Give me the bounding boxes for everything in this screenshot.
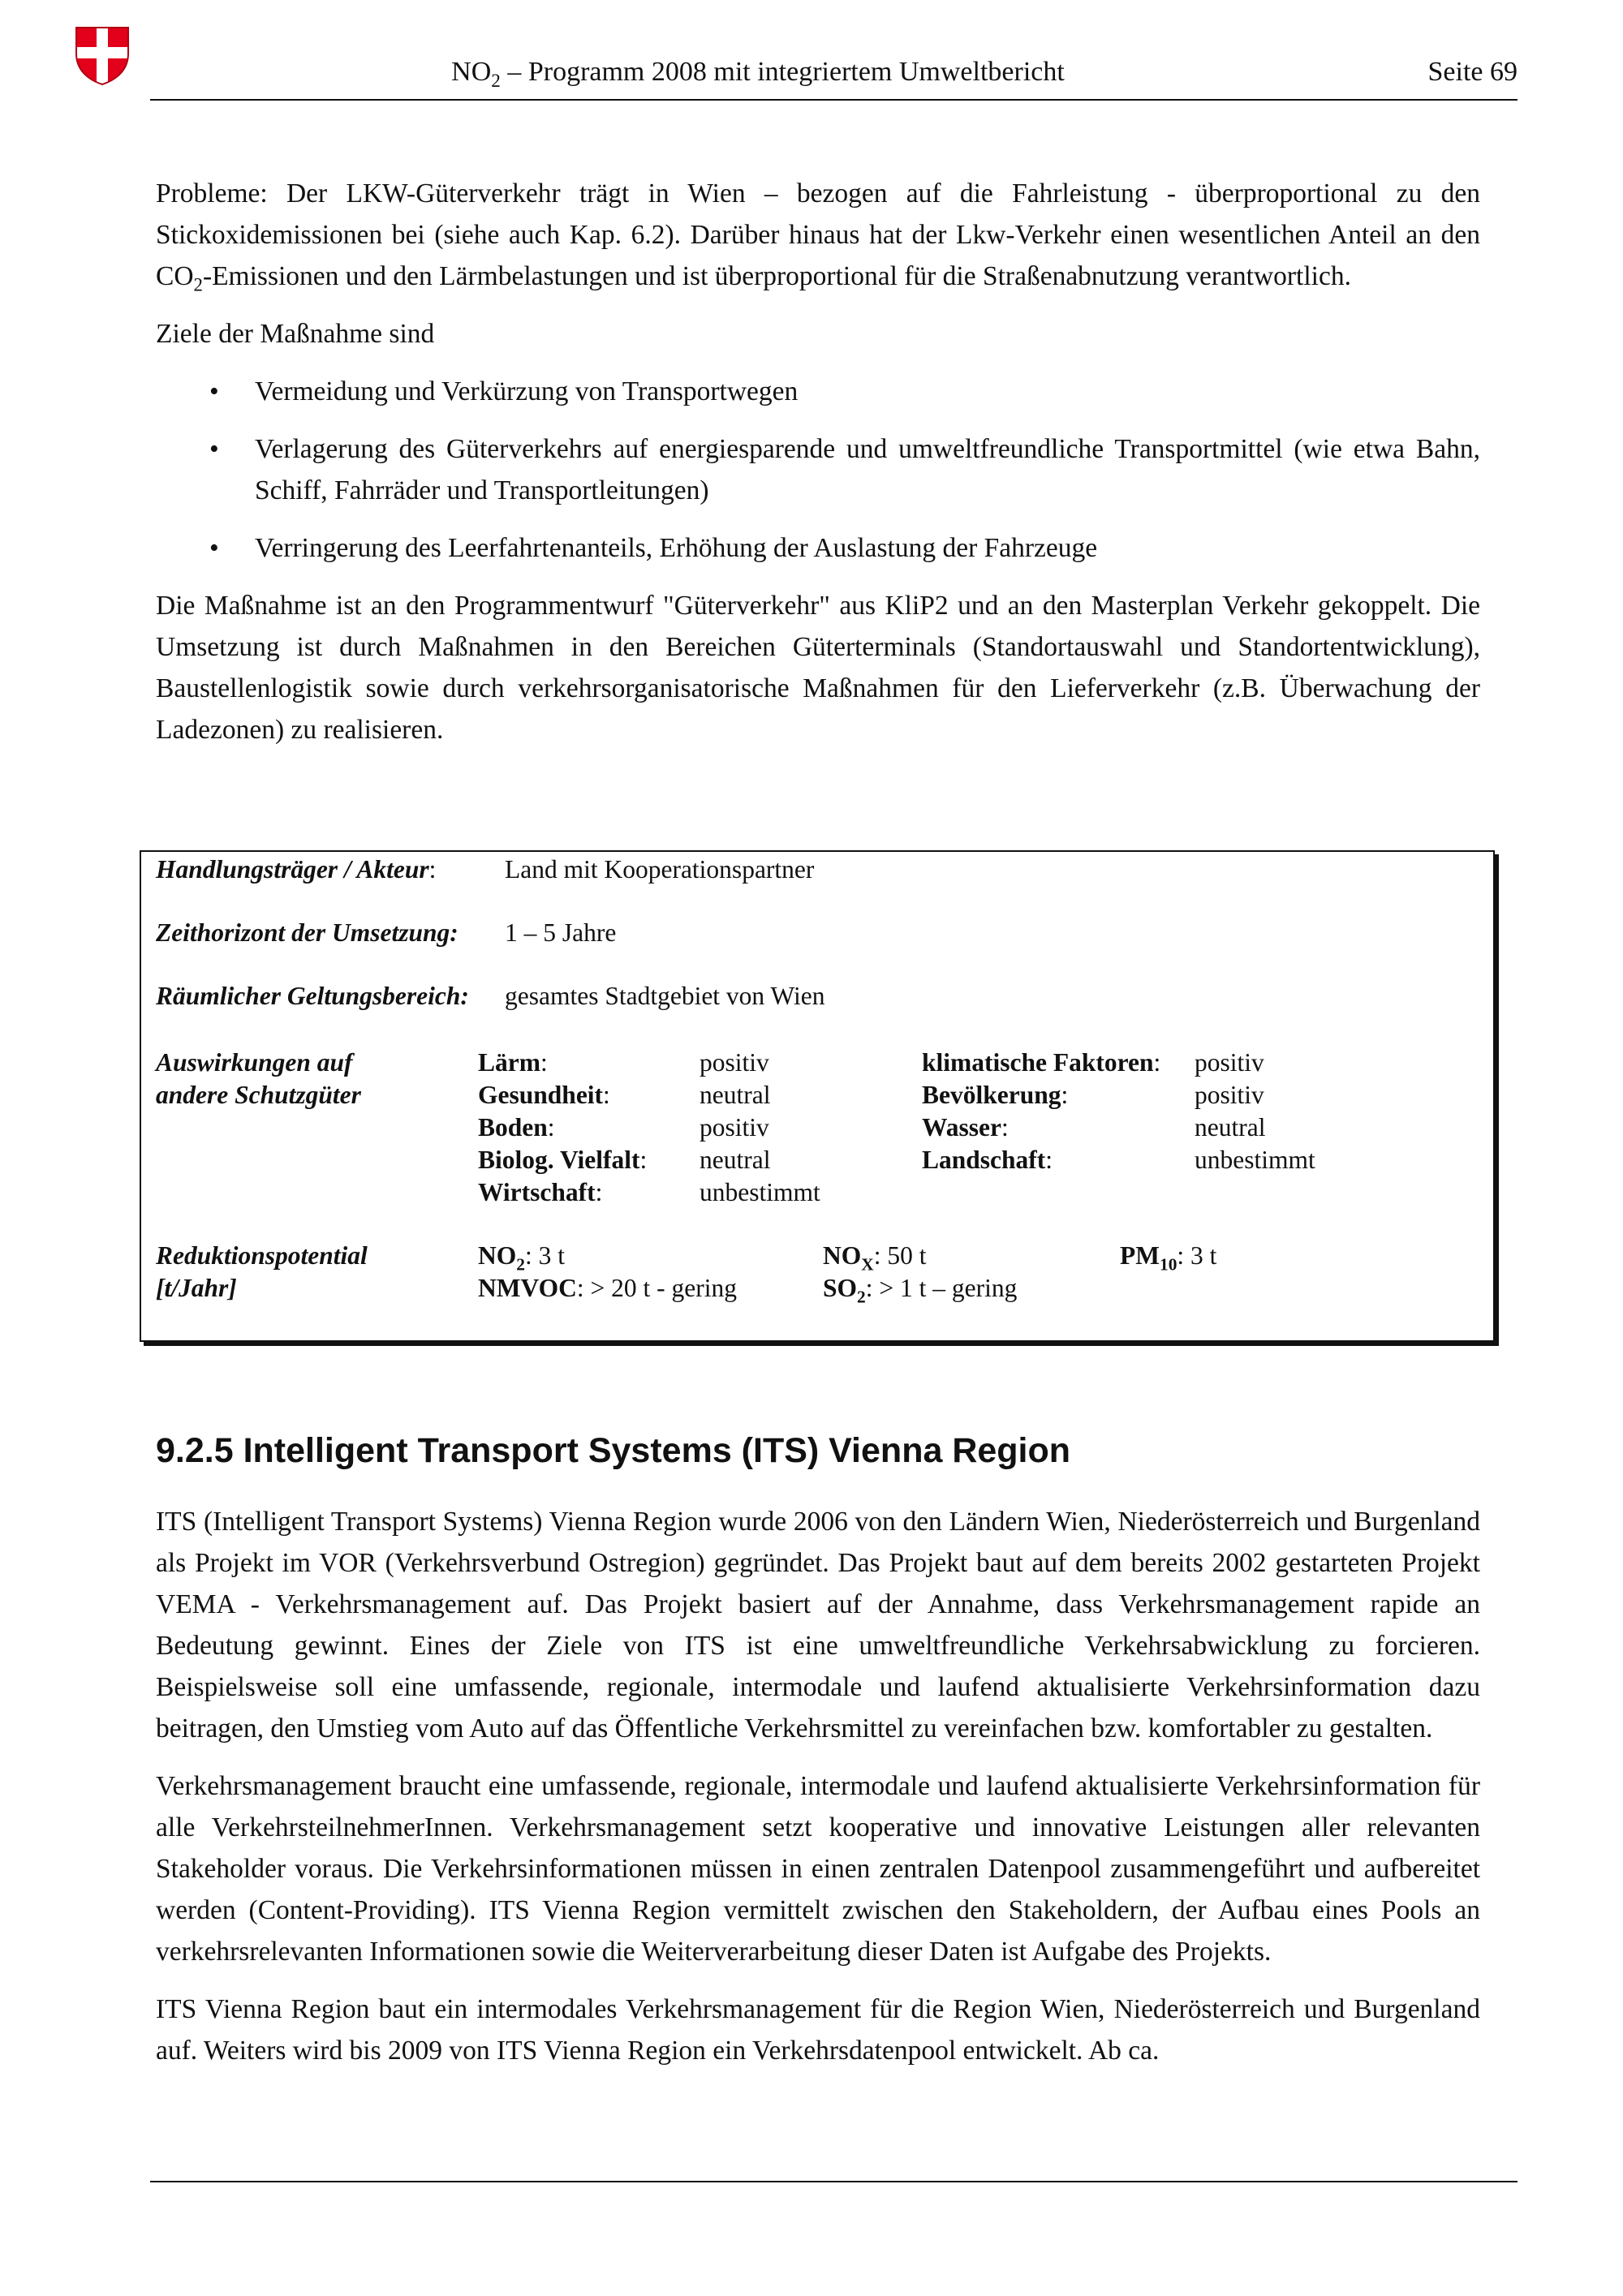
implementation-paragraph: Die Maßnahme ist an den Programmentwurf "Güterverkehr" aus KliP2 und an den Masterplan Verkehr gekoppelt. Die Umsetzung ist durch Maßnahmen in den Bereichen Güterterminals (Standortauswahl und Standortentwicklung), Baustellenlogistik sowie durch verkehrsorganisatorische Maßnahmen für den Lieferverkehr (z.B. Überwachung der Ladezonen) zu realisieren. (156, 591, 1480, 745)
bullet-icon: • (209, 434, 219, 464)
effect-item: Landschaft: (922, 1146, 1053, 1174)
effects-col1-values: positiv neutral positiv neutral unbestimmt (700, 1048, 820, 1206)
problem-paragraph: Probleme: Der LKW-Güterverkehr trägt in Wien – bezogen auf die Fahrleistung - überproportional zu den Stickoxidemissionen bei (siehe auch Kap. 6.2). Darüber hinaus hat der Lkw-Verkehr einen wesentlichen Anteil an den $CO_2$-Emissionen und den Lärmbelastungen und ist überproportional für die Straßenabnutzung verantwortlich. (156, 178, 1480, 295)
section-paragraph: Verkehrsmanagement braucht eine umfassende, regionale, intermodale und laufend aktualisierte Verkehrsinformation für alle VerkehrsteilnehmerInnen. Verkehrsmanagement setzt kooperative und innovative Leistungen aller relevanten Stakeholder voraus. Die Verkehrsinformationen müssen in einen zentralen Datenpool zusammengeführt und aufbereitet werden (Content-Providing). ITS Vienna Region vermittelt zwischen den Stakeholdern, der Aufbau eines Pools an verkehrsrelevanten Informationen sowie die Weiterverarbeitung dieser Daten ist Aufgabe des Projekts. (156, 1771, 1480, 1967)
footer-rule (150, 2181, 1518, 2182)
list-item: • Verlagerung des Güterverkehrs auf energiesparende und umweltfreundliche Transportmittel (wie etwa Bahn, Schiff, Fahrräder und Transportleitungen) (156, 428, 1480, 511)
effects-col2-values: positiv positiv neutral unbestimmt (1195, 1048, 1315, 1174)
reduction-nmvoc: NMVOC: > 20 t - gering (478, 1274, 737, 1302)
bullet-icon: • (209, 533, 219, 563)
effect-item: Bevölkerung: (922, 1081, 1069, 1109)
list-item: • Vermeidung und Verkürzung von Transportwegen (156, 371, 1480, 412)
reduction-col2 (823, 1240, 1017, 1305)
page-number: Seite 69 (1427, 57, 1518, 87)
effects-col1 (478, 1047, 647, 1209)
list-item: • Verringerung des Leerfahrtenanteils, Erhöhung der Auslastung der Fahrzeuge (156, 527, 1480, 569)
actor-row: Handlungsträger / Akteur: Land mit Kooperationspartner (156, 855, 815, 884)
reduction-so2: $SO_2$: > 1 t – gering (823, 1274, 1018, 1307)
scope-row: Räumlicher Geltungsbereich: gesamtes Stadtgebiet von Wien (156, 982, 825, 1010)
intro-text (156, 173, 1480, 767)
section-paragraph: ITS (Intelligent Transport Systems) Vienna Region wurde 2006 von den Ländern Wien, Niederösterreich und Burgenland als Projekt im VOR (Verkehrsverbund Ostregion) gegründet. Das Projekt baut auf dem bereits 2002 gestarteten Projekt VEMA - Verkehrsmanagement auf. Das Projekt basiert auf der Annahme, dass Verkehrsmanagement rapide an Bedeutung gewinnt. Eines der Ziele von ITS ist eine umweltfreundliche Verkehrsabwicklung zu forcieren. Beispielsweise soll eine umfassende, regionale, intermodale und laufend aktualisierte Verkehrsinformation dazu beitragen, den Umstieg vom Auto auf das Öffentliche Verkehrsmittel zu vereinfachen bzw. komfortabler zu gestalten. (156, 1507, 1480, 1743)
section-paragraph: ITS Vienna Region baut ein intermodales Verkehrsmanagement für die Region Wien, Niederösterreich und Burgenland auf. Weiters wird bis 2009 von ITS Vienna Region ein Verkehrsdatenpool entwickelt. Ab ca. (156, 1994, 1480, 2066)
effect-item: Wirtschaft: (478, 1178, 603, 1206)
effects-col2 (922, 1047, 1160, 1176)
effect-item: Gesundheit: (478, 1081, 610, 1109)
goals-intro: Ziele der Maßnahme sind (156, 319, 435, 349)
effect-item: Lärm: (478, 1048, 548, 1077)
effect-item: Biolog. Vielfalt: (478, 1146, 648, 1174)
reduction-label: Reduktionspotential [t/Jahr] (156, 1241, 368, 1302)
time-row: Zeithorizont der Umsetzung: 1 – 5 Jahre (156, 918, 617, 947)
effects-label: Auswirkungen auf andere Schutzgüter (156, 1048, 361, 1109)
effect-item: Boden: (478, 1113, 555, 1142)
reduction-col1 (478, 1240, 737, 1305)
section-heading: 9.2.5 Intelligent Transport Systems (ITS) Vienna Region (156, 1431, 1071, 1470)
goals-list (156, 371, 1480, 569)
header-rule (150, 99, 1518, 101)
measure-info-box (140, 850, 1495, 1342)
reduction-no2: $NO_2$: 3 t (478, 1241, 565, 1275)
reduction-col3 (1120, 1240, 1217, 1275)
section-text (156, 1501, 1480, 2087)
effect-item: klimatische Faktoren: (922, 1048, 1161, 1077)
header-title: $NO_2$ – Programm 2008 mit integriertem Umweltbericht (451, 57, 1065, 92)
bullet-icon: • (209, 376, 219, 406)
reduction-pm10: $PM_{10}$: 3 t (1120, 1241, 1217, 1275)
reduction-nox: $NO_X$: 50 t (823, 1241, 927, 1275)
effect-item: Wasser: (922, 1113, 1009, 1142)
